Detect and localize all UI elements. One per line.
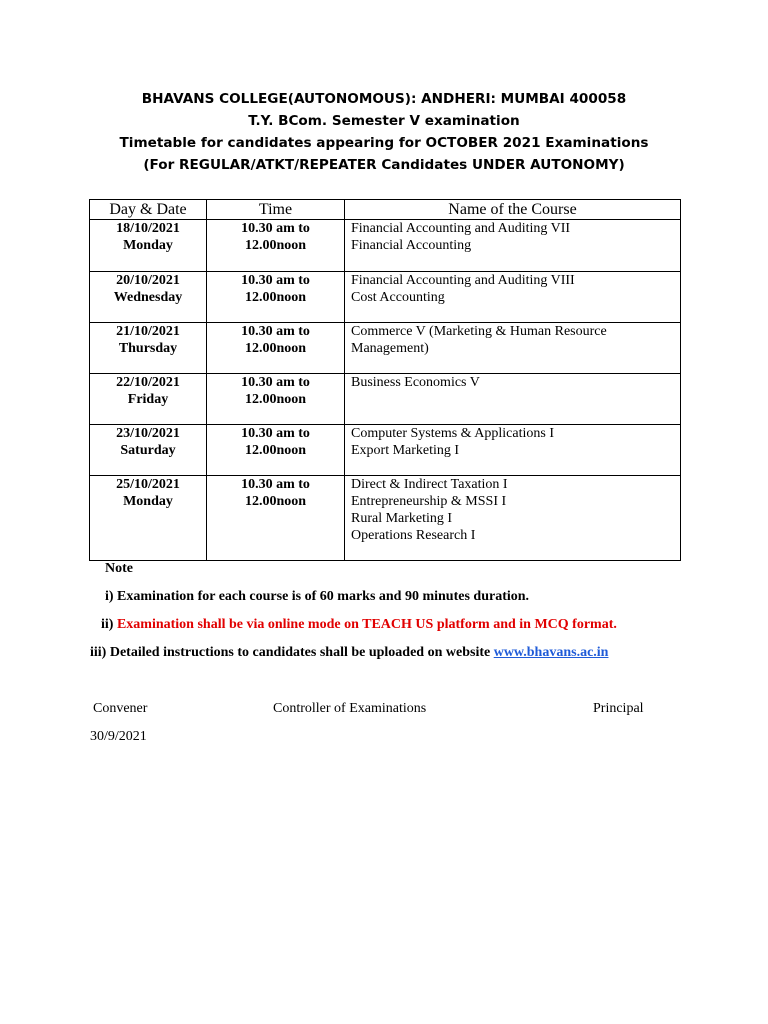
date-cell [90, 476, 207, 561]
course-name: Rural Marketing I [351, 511, 453, 526]
course-name: Financial Accounting and Auditing VII [351, 221, 571, 236]
table-row [90, 374, 681, 425]
table-row [90, 476, 681, 561]
exam-time-end: 12.00noon [244, 238, 307, 253]
exam-time-start: 10.30 am to [241, 221, 310, 236]
course-name: Operations Research I [351, 528, 476, 543]
course-name: Computer Systems & Applications I [351, 426, 554, 441]
course-name: Management) [351, 341, 429, 356]
exam-time-start: 10.30 am to [241, 477, 310, 492]
exam-time-end: 12.00noon [244, 392, 307, 407]
time-cell [207, 323, 345, 374]
date-cell [90, 425, 207, 476]
note-item-2-prefix: ii) [101, 617, 117, 632]
exam-time-start: 10.30 am to [241, 426, 310, 441]
table-row [90, 272, 681, 323]
time-cell [207, 374, 345, 425]
exam-date: 23/10/2021 [116, 426, 180, 441]
exam-day: Monday [123, 238, 173, 253]
table-row [90, 323, 681, 374]
column-header-time: Time [207, 200, 345, 220]
course-cell [345, 425, 681, 476]
exam-date: 18/10/2021 [116, 221, 180, 236]
exam-time-end: 12.00noon [244, 341, 307, 356]
note-item-1: i) Examination for each course is of 60 marks and 90 minutes duration. [105, 589, 530, 604]
exam-date: 25/10/2021 [116, 477, 180, 492]
course-name: Financial Accounting [351, 238, 472, 253]
course-cell [345, 272, 681, 323]
exam-time-end: 12.00noon [244, 494, 307, 509]
column-header-date: Day & Date [90, 200, 207, 220]
course-name: Financial Accounting and Auditing VIII [351, 273, 575, 288]
exam-day: Wednesday [113, 290, 183, 305]
exam-timetable [89, 199, 681, 561]
course-name: Direct & Indirect Taxation I [351, 477, 508, 492]
candidate-category: (For REGULAR/ATKT/REPEATER Candidates UNDER AUTONOMY) [143, 157, 625, 173]
college-name: BHAVANS COLLEGE(AUTONOMOUS): ANDHERI: MUMBAI 400058 [141, 91, 627, 107]
course-cell [345, 374, 681, 425]
course-cell [345, 220, 681, 272]
signature-principal: Principal [593, 701, 644, 716]
exam-date: 21/10/2021 [116, 324, 180, 339]
course-cell [345, 476, 681, 561]
table-row [90, 220, 681, 272]
exam-date: 22/10/2021 [116, 375, 180, 390]
column-header-course: Name of the Course [345, 200, 681, 220]
exam-time-start: 10.30 am to [241, 375, 310, 390]
course-name: Export Marketing I [351, 443, 460, 458]
course-name: Commerce V (Marketing & Human Resource [351, 324, 607, 339]
course-name: Entrepreneurship & MSSI I [351, 494, 507, 509]
table-header-row [90, 200, 681, 220]
time-cell [207, 425, 345, 476]
course-cell [345, 323, 681, 374]
website-link[interactable]: www.bhavans.ac.in [493, 645, 609, 660]
exam-day: Friday [127, 392, 169, 407]
exam-time-start: 10.30 am to [241, 273, 310, 288]
time-cell [207, 476, 345, 561]
note-item-3-text: iii) Detailed instructions to candidates shall be uploaded on website [90, 645, 494, 660]
exam-day: Thursday [118, 341, 178, 356]
exam-day: Monday [123, 494, 173, 509]
note-item-2-text: Examination shall be via online mode on TEACH US platform and in MCQ format. [116, 617, 617, 632]
time-cell [207, 220, 345, 272]
table-row [90, 425, 681, 476]
note-heading: Note [105, 561, 133, 576]
time-cell [207, 272, 345, 323]
note-item-3 [90, 645, 608, 661]
signature-convener: Convener [93, 701, 148, 716]
date-cell [90, 374, 207, 425]
exam-time-end: 12.00noon [244, 443, 307, 458]
exam-title: T.Y. BCom. Semester V examination [248, 113, 520, 129]
exam-time-end: 12.00noon [244, 290, 307, 305]
note-item-2 [101, 617, 617, 633]
date-cell [90, 323, 207, 374]
timetable-title: Timetable for candidates appearing for OCTOBER 2021 Examinations [119, 135, 649, 151]
exam-date: 20/10/2021 [116, 273, 180, 288]
course-name: Business Economics V [351, 375, 480, 390]
date-cell [90, 220, 207, 272]
table-body [90, 220, 681, 561]
signature-controller: Controller of Examinations [273, 701, 427, 716]
exam-time-start: 10.30 am to [241, 324, 310, 339]
issue-date: 30/9/2021 [90, 729, 147, 744]
exam-day: Saturday [120, 443, 176, 458]
course-name: Cost Accounting [351, 290, 445, 305]
date-cell [90, 272, 207, 323]
